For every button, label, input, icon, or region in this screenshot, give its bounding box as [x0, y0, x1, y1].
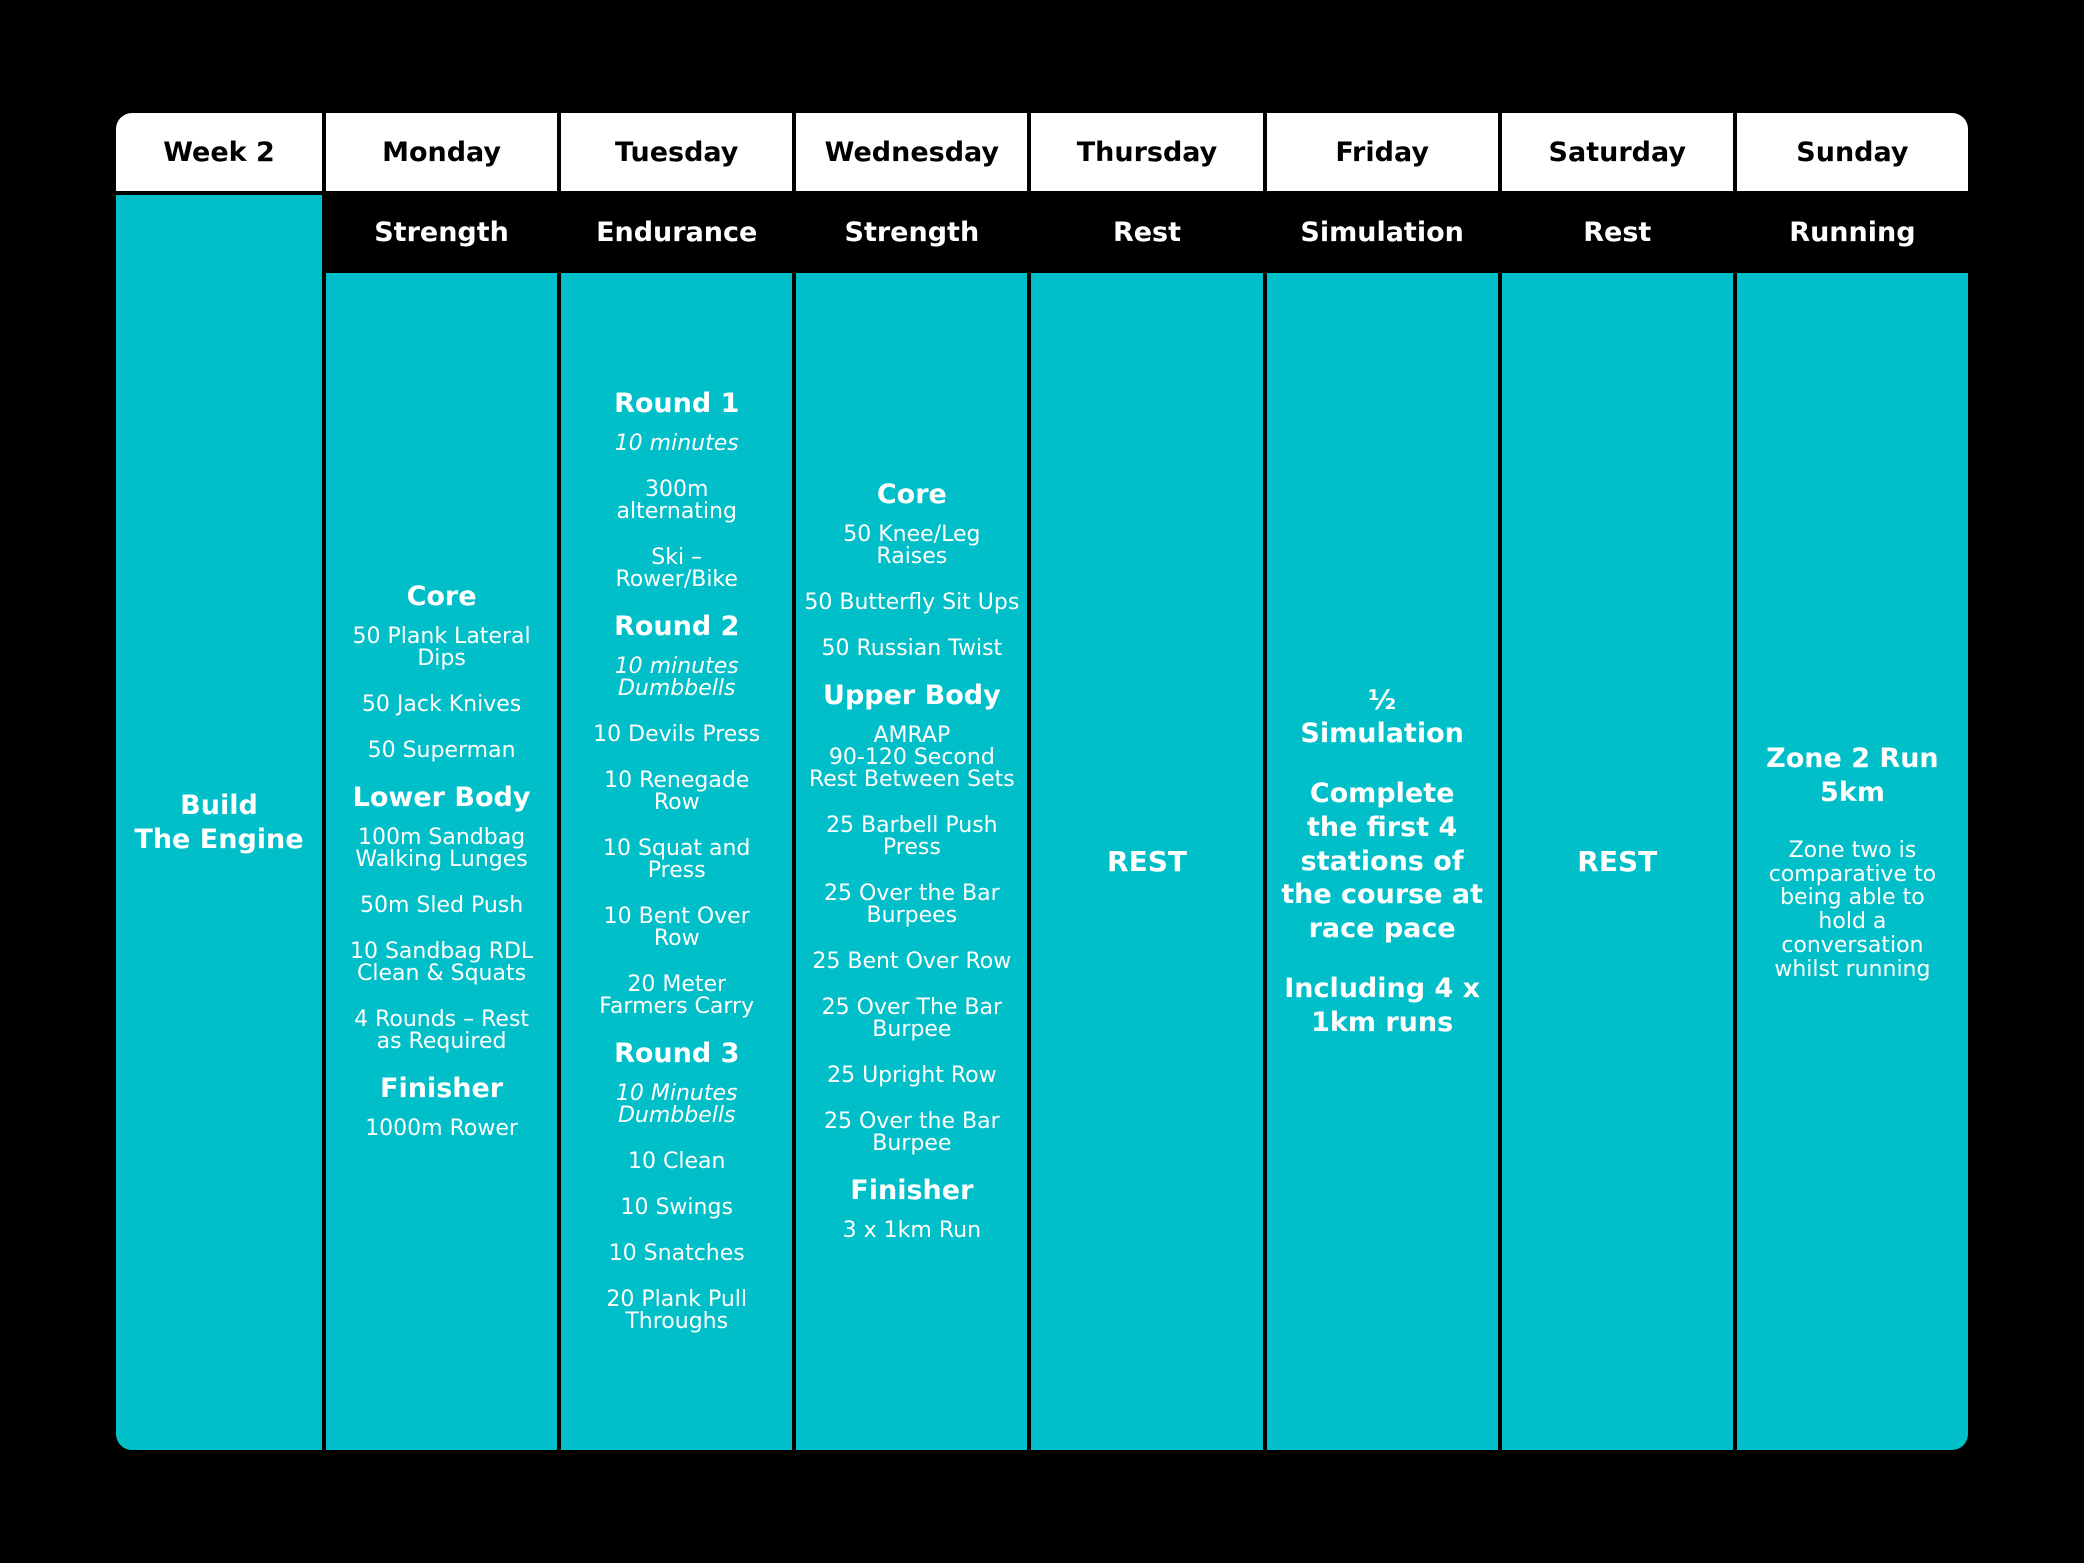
- section-heading: Round 3: [614, 1038, 740, 1069]
- exercise-item: 50m Sled Push: [359, 893, 524, 918]
- section-heading: Finisher: [380, 1073, 504, 1104]
- workout-type-monday: Strength: [374, 216, 509, 248]
- exercise-item: 50 Superman: [367, 738, 516, 763]
- exercise-item: 10 Renegade Row: [604, 768, 750, 815]
- day-header-friday: Friday: [1267, 113, 1498, 191]
- exercise-item: 3 x 1km Run: [842, 1218, 982, 1243]
- section-heading: Round 2: [614, 611, 740, 642]
- workout-type-tuesday: Endurance: [596, 216, 758, 248]
- exercise-item: 25 Over the Bar Burpee: [824, 1109, 1000, 1156]
- simulation-runs: Including 4 x 1km runs: [1284, 972, 1481, 1038]
- exercise-item: 300m alternating: [616, 477, 737, 524]
- week-theme-cell: [116, 195, 322, 1450]
- exercise-item: 10 Devils Press: [593, 722, 761, 747]
- exercise-item: 25 Barbell Push Press: [826, 813, 998, 860]
- simulation-instructions: Complete the first 4 stations of the course at race pace: [1281, 778, 1484, 945]
- exercise-item: 10 Snatches: [608, 1241, 745, 1266]
- exercise-item: 20 Plank Pull Throughs: [606, 1287, 747, 1334]
- section-heading: Core: [406, 581, 477, 612]
- exercise-item: Ski – Rower/Bike: [615, 545, 738, 592]
- exercise-item: 25 Over the Bar Burpees: [824, 881, 1000, 928]
- simulation-title: ½ Simulation: [1300, 684, 1464, 750]
- exercise-item: 50 Plank Lateral Dips: [352, 624, 531, 671]
- exercise-item: 25 Over The Bar Burpee: [821, 995, 1003, 1042]
- day-header-tuesday: Tuesday: [561, 113, 792, 191]
- exercise-item: 10 Clean: [628, 1149, 726, 1174]
- exercise-item: 25 Upright Row: [827, 1063, 997, 1088]
- day-column-saturday: [1502, 113, 1733, 1450]
- workout-cell-thursday: [1031, 273, 1262, 1450]
- rest-label-thursday: REST: [1107, 845, 1187, 878]
- workout-type-wednesday: Strength: [844, 216, 980, 248]
- workout-cell-sunday: [1737, 273, 1968, 1450]
- workout-type-friday: Simulation: [1300, 216, 1464, 248]
- section-note: 10 Minutes Dumbbells: [615, 1081, 738, 1128]
- exercise-item: 50 Russian Twist: [821, 636, 1003, 661]
- section-heading: Core: [876, 479, 947, 510]
- exercise-item: 10 Squat and Press: [603, 836, 751, 883]
- day-header-monday: Monday: [326, 113, 557, 191]
- exercise-item: 100m Sandbag Walking Lunges: [355, 825, 528, 872]
- day-header-thursday: Thursday: [1031, 113, 1262, 191]
- day-column-monday: [326, 113, 557, 1450]
- exercise-item: AMRAP 90-120 Second Rest Between Sets: [808, 723, 1015, 792]
- run-description: Zone two is comparative to being able to hold a conversation whilst running: [1768, 837, 1937, 982]
- day-column-tuesday: [561, 113, 792, 1450]
- weekly-schedule-table: [116, 113, 1968, 1450]
- section-note: 10 minutes: [614, 431, 739, 456]
- day-header-saturday: Saturday: [1502, 113, 1733, 191]
- exercise-item: 10 Swings: [620, 1195, 733, 1220]
- week-theme: Build The Engine: [134, 789, 304, 855]
- day-header-wednesday: Wednesday: [796, 113, 1027, 191]
- exercise-item: 20 Meter Farmers Carry: [599, 972, 755, 1019]
- section-heading: Finisher: [850, 1175, 974, 1206]
- day-column-thursday: [1031, 113, 1262, 1450]
- exercise-item: 10 Bent Over Row: [603, 904, 750, 951]
- workout-cell-monday: [326, 273, 557, 1450]
- exercise-item: 1000m Rower: [365, 1116, 518, 1141]
- week-label: Week 2: [116, 113, 322, 191]
- week-column: [116, 113, 322, 1450]
- exercise-item: 50 Knee/Leg Raises: [843, 522, 981, 569]
- rest-label-saturday: REST: [1577, 845, 1658, 878]
- workout-type-thursday: Rest: [1112, 216, 1182, 248]
- run-title: Zone 2 Run 5km: [1766, 742, 1939, 809]
- workout-type-sunday: Running: [1789, 216, 1916, 248]
- day-header-sunday: Sunday: [1737, 113, 1968, 191]
- workout-cell-saturday: [1502, 273, 1733, 1450]
- day-column-sunday: [1737, 113, 1968, 1450]
- section-heading: Round 1: [614, 388, 740, 419]
- day-column-wednesday: [796, 113, 1027, 1450]
- exercise-item: 50 Butterfly Sit Ups: [804, 590, 1020, 615]
- day-column-friday: [1267, 113, 1498, 1450]
- workout-cell-friday: [1267, 273, 1498, 1450]
- section-heading: Upper Body: [823, 680, 1001, 711]
- exercise-item: 10 Sandbag RDL Clean & Squats: [349, 939, 534, 986]
- section-heading: Lower Body: [352, 782, 531, 813]
- exercise-item: 4 Rounds – Rest as Required: [354, 1007, 530, 1054]
- workout-cell-tuesday: [561, 273, 792, 1450]
- exercise-item: 25 Bent Over Row: [812, 949, 1012, 974]
- section-note: 10 minutes Dumbbells: [614, 654, 739, 701]
- exercise-item: 50 Jack Knives: [361, 692, 522, 717]
- workout-cell-wednesday: [796, 273, 1027, 1450]
- workout-type-saturday: Rest: [1583, 216, 1652, 248]
